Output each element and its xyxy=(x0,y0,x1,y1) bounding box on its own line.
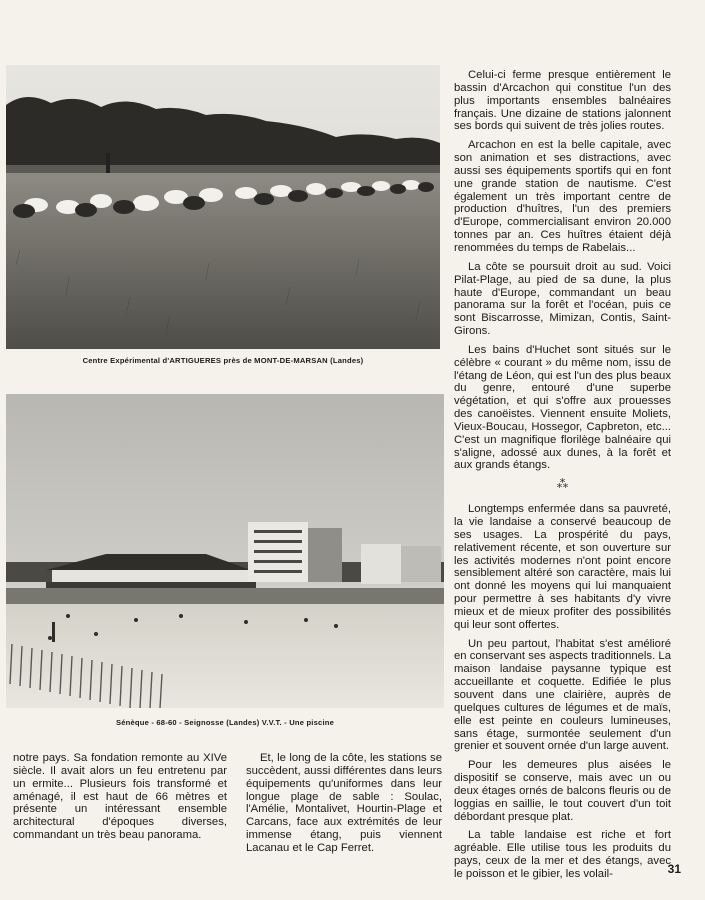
article-bottom-left-column xyxy=(13,752,227,848)
paragraph: Pour les demeures plus aisées le dispositif se conserve, mais avec un ou deux étages ornés de balcons fleuris ou de loggias en saillie, le tout couvert d'un toit débordant presque plat. xyxy=(454,759,671,823)
paragraph: La table landaise est riche et fort agréable. Elle utilise tous les produits du pays, ceux de la mer et des étangs, avec le poisson et le gibier, les volail- xyxy=(454,829,671,880)
page-number: 31 xyxy=(667,862,681,876)
photo-geese-image xyxy=(6,65,440,349)
paragraph: Et, le long de la côte, les stations se succèdent, aussi différentes dans leurs équipements qu'uniformes dans leur longue plage de sable : Soulac, l'Amélie, Montalivet, Hourtin-Plage et Carcans, face aux extrémités de leur immense étang, puis viennent Lacanau et le Cap Ferret. xyxy=(246,752,442,854)
paragraph: notre pays. Sa fondation remonte au XIVe siècle. Il avait alors un feu entretenu par un ermite... Plusieurs fois transformé et aménagé, il est haut de 66 mètres et présente un intéressant ensemble architectural d'époques diverses, commandant un très beau panorama. xyxy=(13,752,227,842)
paragraph: Arcachon en est la belle capitale, avec son animation et ses distractions, avec aussi ses équipements sportifs qui en font une grande station de nautisme. C'est également un très important centre de production d'huîtres, l'un des premiers d'Europe, commercialisant environ 20.000 tonnes par an. Ces huîtres étaient déjà renommées du temps de Rabelais... xyxy=(454,139,671,254)
paragraph: La côte se poursuit droit au sud. Voici Pilat-Plage, au pied de sa dune, la plus haute d'Europe, commandant un beau panorama sur la forêt et l'océan, puis ce sont Biscarrosse, Mimizan, Contis, Saint-Girons. xyxy=(454,260,671,338)
paragraph: Les bains d'Huchet sont situés sur le célèbre « courant » du même nom, issu de l'étang de Léon, qui est l'un des plus beaux du genre, entouré d'une superbe végétation, et qui s'offre aux prouesses des canoëistes. Viennent ensuite Moliets, Vieux-Boucau, Hossegor, Capbreton, etc... C'est un magnifique florilège balnéaire qui s'aligne, adossé aux dunes, à la forêt et aux grands étangs. xyxy=(454,343,671,472)
paragraph: Celui-ci ferme presque entièrement le bassin d'Arcachon qui constitue l'un des plus importants ensembles balnéaires français. Une dizaine de stations jalonnent ses bords qui suivent de très jolies routes. xyxy=(454,69,671,133)
article-right-column xyxy=(454,69,671,887)
photo-beach-caption: Sénèque - 68-60 - Seignosse (Landes) V.V.T. - Une piscine xyxy=(115,718,335,727)
section-separator: ⁂ xyxy=(556,477,569,492)
article-bottom-middle-column xyxy=(246,752,442,861)
photo-geese xyxy=(6,65,440,349)
photo-beach-image xyxy=(6,394,444,708)
paragraph: Un peu partout, l'habitat s'est amélioré en conservant ses aspects traditionnels. La maison landaise paysanne typique est accueillante et coquette. Edifiée le plus souvent dans une clairière, auprès de quelques cultures de légumes et de maïs, elle est peinte en couleurs lumineuses, sans étage, surmontée seulement d'un grenier et souvent ornée d'un large auvent. xyxy=(454,637,671,753)
photo-geese-caption: Centre Expérimental d'ARTIGUERES près de MONT-DE-MARSAN (Landes) xyxy=(82,356,364,365)
paragraph: Longtemps enfermée dans sa pauvreté, la vie landaise a conservé beaucoup de ses usages. La prospérité du pays, relativement récente, et son ouverture sur les activités modernes n'ont point encore sensiblement altéré son caractère, mais lui ont donné les moyens qui lui manquaient pour permettre à ses habitants d'y vivre mieux et de mieux profiter des possibilités qui leur sont offertes. xyxy=(454,503,671,631)
photo-beach xyxy=(6,394,444,708)
